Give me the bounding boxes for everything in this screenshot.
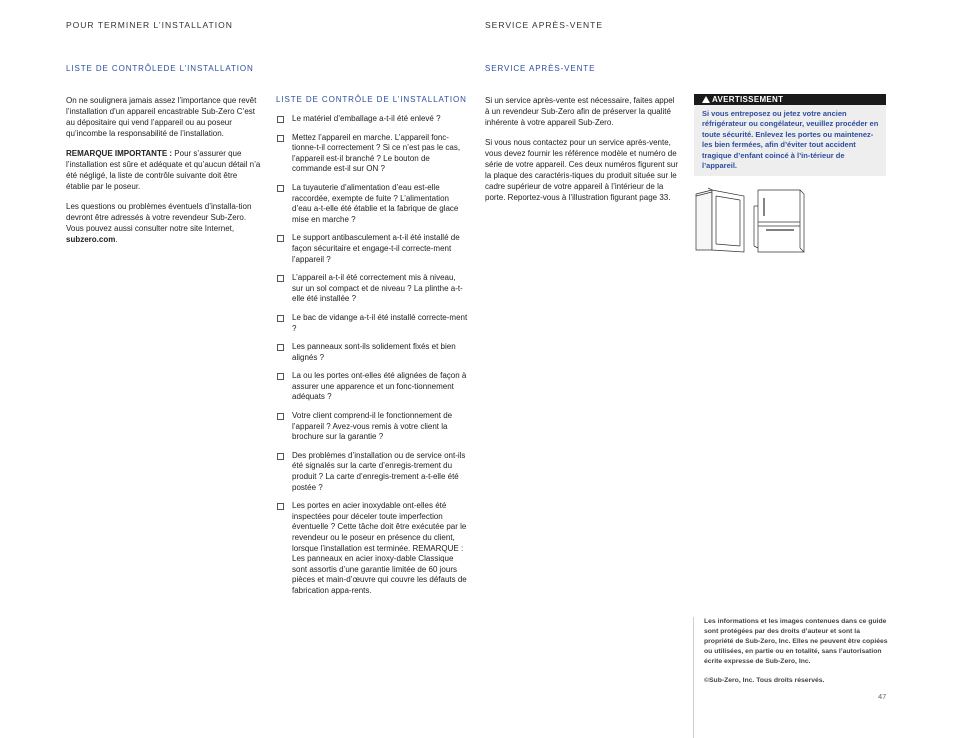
copyright-block [704, 617, 888, 695]
checklist-item [276, 342, 468, 363]
checklist-item-text: La tuyauterie d’alimentation d’eau est-elle raccordée, exempte de fuite ? L’alimentation d’eau a-t-elle été établie et la fabrique de glace mise en marche ? [292, 182, 459, 224]
checklist-item-text: L’appareil a-t-il été correctement mis à niveau, sur un sol compact et de niveau ? La plinthe a-t-elle été installée ? [292, 273, 463, 304]
installation-checklist [276, 114, 468, 597]
checkbox-square-icon[interactable] [277, 503, 284, 510]
warning-triangle-icon [702, 96, 710, 103]
warning-title: AVERTISSEMENT [712, 95, 784, 104]
footer-divider [693, 617, 694, 738]
copyright-rights: ©Sub-Zero, Inc. Tous droits réservés. [704, 677, 825, 684]
col1-paragraph-intro: On ne soulignera jamais assez l’importance que revêt l’installation d’un appareil encastrable Sub-Zero C’est au dépositaire qui vend l’appareil ou au poseur qu’incombe la responsabilité de l’installation. [66, 96, 257, 138]
checklist-item [276, 233, 468, 265]
checkbox-square-icon[interactable] [277, 453, 284, 460]
checkbox-square-icon[interactable] [277, 185, 284, 192]
checklist-item [276, 501, 468, 596]
checkbox-square-icon[interactable] [277, 413, 284, 420]
checklist-item-text: Mettez l’appareil en marche. L’appareil fonc-tionne-t-il correctement ? Si ce n’est pas le cas, l’appareil est-il branché ? Le bouton de commande est-il sur ON ? [292, 132, 461, 174]
col1-paragraph-questions [66, 201, 262, 245]
checklist-item [276, 133, 468, 175]
appliance-door-illustration [694, 186, 808, 254]
checkbox-square-icon[interactable] [277, 135, 284, 142]
checkbox-square-icon[interactable] [277, 315, 284, 322]
checklist-container [276, 114, 468, 605]
checklist-item [276, 313, 468, 334]
col3-paragraph-service: Si un service après-vente est nécessaire, faites appel à un revendeur Sub-Zero afin de préserver la qualité inhérente à votre appareil Sub-Zero. [485, 96, 675, 127]
checklist-item-text: Votre client comprend-il le fonctionnement de l’appareil ? Avez-vous remis à votre client la brochure sur la garantie ? [292, 411, 453, 442]
questions-end: . [115, 235, 118, 244]
checklist-item [276, 114, 468, 125]
copyright-notice: Les informations et les images contenues dans ce guide sont protégées par des droits d’auteur et sont la propriété de Sub-Zero, Inc. Elles ne peuvent être copiées ou utilisées, en partie ou en totalité, sans l’autorisation écrite expresse de Sub-Zero, Inc. [704, 618, 888, 665]
col3-paragraph-contact: Si vous nous contactez pour un service après-vente, vous devez fournir les référence modèle et numéro de série de votre appareil. Ces deux numéros figurent sur la plaque des caractéris-tiques du produit située sur le cadre supérieur de votre appareil à l’intérieur de la porte. Reportez-vous à l’illustration figurant page 33. [485, 138, 678, 202]
questions-text: Les questions ou problèmes éventuels d’installa-tion devront être adressés à votre revendeur Sub-Zero. Vous pouvez aussi consulter notre site Internet, [66, 202, 252, 233]
checkbox-square-icon[interactable] [277, 275, 284, 282]
checklist-item [276, 411, 468, 443]
checklist-item [276, 371, 468, 403]
col1-paragraph-remark [66, 148, 262, 192]
warning-text: Si vous entreposez ou jetez votre ancien réfrigérateur ou congélateur, veuillez procéder en toute sécurité. Enlevez les portes ou maintenez-les bien fermées, afin d’éviter tout accident tragique d’enfant coincé à l’in-térieur de l’appareil. [694, 105, 886, 176]
page-number: 47 [878, 692, 887, 701]
warning-box [694, 94, 886, 176]
col3-body [485, 95, 681, 212]
warning-header [694, 94, 886, 105]
remark-label: REMARQUE IMPORTANTE : [66, 149, 173, 158]
checkbox-square-icon[interactable] [277, 344, 284, 351]
col1-body [66, 95, 262, 254]
checklist-item-text: La ou les portes ont-elles été alignées de façon à assurer une apparence et un fonc-tionnement adéquats ? [292, 371, 467, 402]
checklist-item-text: Le support antibasculement a-t-il été installé de façon sécuritaire et engage-t-il correcte-ment l’appareil ? [292, 233, 460, 264]
checklist-item-text: Le bac de vidange a-t-il été installé correcte-ment ? [292, 312, 468, 333]
checkbox-square-icon[interactable] [277, 373, 284, 380]
checklist-item [276, 183, 468, 225]
checkbox-square-icon[interactable] [277, 235, 284, 242]
col2-subhead: LISTE DE CONTRÔLE DE L’INSTALLATION [276, 95, 467, 104]
checklist-item-text: Le matériel d’emballage a-t-il été enlevé ? [292, 114, 441, 123]
website-link[interactable]: subzero.com [66, 235, 116, 244]
remark-text: Pour s’assurer que l’installation est sûre et adéquate et qu’aucun détail n’a été négligé, la liste de contrôle suivante doit être établie par le poseur. [66, 149, 261, 191]
header-right: SERVICE APRÈS-VENTE [485, 20, 604, 30]
checklist-item [276, 451, 468, 493]
col1-subhead: LISTE DE CONTRÔLEDE L’INSTALLATION [66, 64, 254, 73]
checkbox-square-icon[interactable] [277, 116, 284, 123]
checklist-item-text: Les portes en acier inoxydable ont-elles été inspectées pour déceler toute imperfection éventuelle ? Cette tâche doit être exécutée par le revendeur ou le poseur en présence du client, lorsque l’installation est terminée. REMARQUE : Les panneaux en acier inoxy-dable Classique sont assortis d’une garantie limitée de 60 jours pièces et main-d’œuvre qui couvre les défauts de fabrication appa-rents. [292, 501, 467, 595]
checklist-item-text: Des problèmes d’installation ou de service ont-ils été signalés sur la carte d’enregis-trement du produit ? La carte d’enregis-trement a-t-elle été postée ? [292, 450, 466, 492]
header-left: POUR TERMINER L’INSTALLATION [66, 20, 233, 30]
checklist-item [276, 273, 468, 305]
checklist-item-text: Les panneaux sont-ils solidement fixés et bien alignés ? [292, 342, 456, 362]
col3-subhead: SERVICE APRÈS-VENTE [485, 64, 596, 73]
